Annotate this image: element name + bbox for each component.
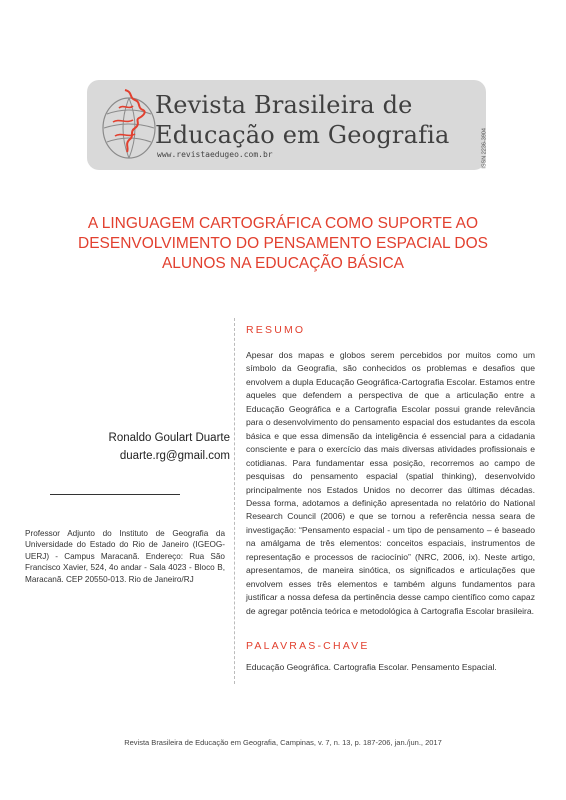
journal-title-line1: Revista Brasileira de: [155, 91, 413, 119]
abstract-body: Apesar dos mapas e globos serem percebidos por muitos como um símbolo da Geografia, são conhecidos os problemas e desafios que envolvem a dupla Educação Geográfica-Cartografia Escolar. Estamos entre aqueles que defendem a perspectiva de que a articulação entre a Educação Geográfica e a Cartografia Escolar possui grande relevância para o desenvolvimento do pensamento espacial dos estudantes da escola básica e que essa dimensão da inteligência é essencial para a cidadania consciente e para o exercício das mais diversas atividades profissionais e cotidianas. Para fundamentar essa posição, recorremos ao campo de pesquisas do pensamento espacial (spatial thinking), desenvolvido principalmente nos Estados Unidos no decorrer das últimas décadas. Dessa forma, adotamos a definição apresentada no relatório do National Research Council (2006) e que se tornou a referência nessa seara de investigação: “Pensamento espacial - um tipo de pensamento – é baseado na amálgama de três elementos: conceitos espaciais, instrumentos de representação e processos de raciocínio” (NRC, 2006, ix). Neste artigo, apresentamos, de maneira sinótica, os significados e articulações que envolvem esses três elementos e também alguns fundamentos para justificar a nossa defesa da pertinência desse campo científico como capaz de agregar potência teórica e metodológica à Cartografia Escolar brasileira.: [246, 350, 535, 616]
author-affiliation: Professor Adjunto do Instituto de Geografia da Universidade do Estado do Rio de Janeiro (IGEOG-UERJ) - Campus Maracanã. Endereço: Rua São Francisco Xavier, 524, 4o andar - Sala 4023 - Bloco B, Maracanã. CEP 20550-013. Rio de Janeiro/RJ: [25, 529, 225, 584]
globe-icon: [99, 84, 163, 166]
issn-label: ISSN 2236-3904: [482, 128, 488, 169]
author-name: Ronaldo Goulart Duarte: [108, 432, 230, 444]
journal-url[interactable]: www.revistaedugeo.com.br: [157, 150, 273, 159]
article-title: A LINGUAGEM CARTOGRÁFICA COMO SUPORTE AO DESENVOLVIMENTO DO PENSAMENTO ESPACIAL DOS ALUNOS NA EDUCAÇÃO BÁSICA: [78, 215, 488, 272]
journal-title: [155, 90, 465, 150]
journal-title-line2: Educação em Geografia: [155, 121, 450, 149]
journal-banner: [87, 80, 486, 170]
author-divider: [50, 494, 180, 495]
keywords-text: Educação Geográfica. Cartografia Escolar. Pensamento Espacial.: [246, 662, 497, 672]
abstract-heading: RESUMO: [246, 324, 306, 336]
citation-footer: Revista Brasileira de Educação em Geografia, Campinas, v. 7, n. 13, p. 187-206, jan./jun., 2017: [124, 738, 442, 747]
author-block: [40, 429, 230, 465]
column-divider: [234, 318, 235, 684]
keywords-heading: PALAVRAS-CHAVE: [246, 640, 370, 652]
author-email[interactable]: duarte.rg@gmail.com: [119, 450, 230, 462]
